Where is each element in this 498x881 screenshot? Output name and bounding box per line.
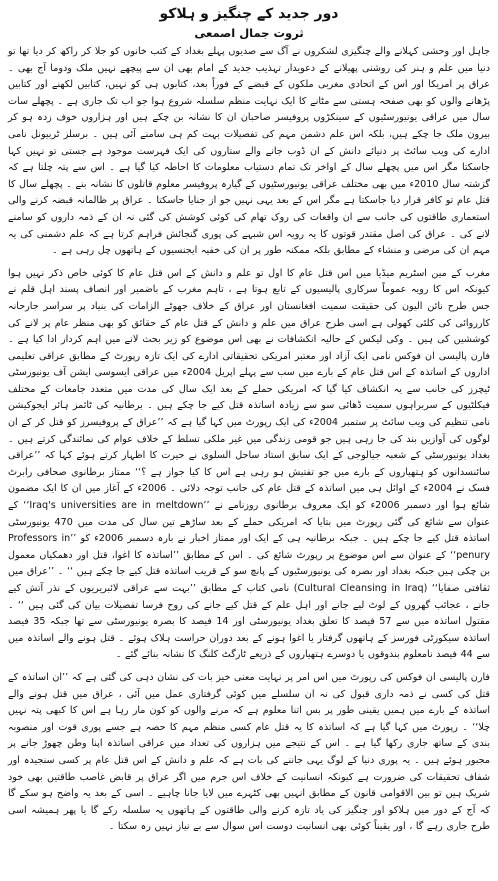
article-paragraph-1: جاہل اور وحشی کہلانے والے چنگیزی لشکروں نے آگ سے صدیوں پہلے بغداد کے کتب خانوں کو جلا کر راکھ کر دیا تھا تو دنیا میں علم و ہنر کی روشنی پھیلانے کے دعویدار تہذیب جدید کے امام بھی ان سے پیچھے نہیں ملک ودوما آج بھی ۔ عراق پر امریکا اور اس کے اتحادی مغربی ملکوں کے قبضے کے فوراً بعد، کتابوں ہی کو نہیں، کتابیں لکھنے اور کتابیں پڑھانے والوں کو بھی صفحہ ہستی سے مٹانے کا ایک نہایت منظم سلسلہ شروع ہوا جو اب تک جاری ہے ۔ پچھلے سات سال میں عراقی یونیورسٹیوں کے سینکڑوں پروفیسر صاحبان ان کا نشانہ بن چکے ہیں اور ہزاروں خوف زدہ ہو کر بیرون ملک جا چکے ہیں، بلکہ اس علم دشمن مہم کی تفصیلات بہت کم ہی سامنے آئی ہیں ۔ برسلز ٹربیونل نامی ادارے کی ویب سائٹ پر دنیائے دانش کے ان ڈوب جانے والے ستاروں کی ایک فہرست موجود ہے جستی تو نہیں کہا جاسکتا مگر اس میں پچھلے سال کے اواخر تک تمام دستیاب معلومات کا احاطہ کیا گیا ہے ۔ اس سے پتہ چلتا ہے کہ گزشتہ سال 2010ء میں بھی مختلف عراقی یونیورسٹیوں کے گیارہ پروفیسر معلوم قاتلوں کا نشانہ بنے ۔ پچھلے سال کا قتل عام تو کافر قرار دیا جاسکتا ہے مگر اس کے بعد یہی نہیں جو از جنایا جاسکتا ۔ عراق پر ظالمانہ قبضہ کرنے والی استعماری طاقتوں کی جانب سے ان واقعات کی روک تھام کی کوئی کوشش کی گئی نہ ان کے ذمہ داروں کو سامنے لانے کی ۔ عراق کی اصل مقتدر قوتوں کا یہ رویہ اس شبہے کی پوری گنجائش فراہم کرتا ہے کہ علم دشمنی کی یہ مہم ان کی مرضی و منشاء کے مطابق بلکہ ممکنہ طور پر ان کی خفیہ ایجنسیوں کے ہاتھوں چل رہی ہے ۔ <box>8 46 490 257</box>
article-paragraph-3: فارن پالیسی ان فوکس کی رپورٹ میں اس امر پر نہایت معنی خیز بات کی نشان دہی کی گئی ہے کہ ’’ان اساتذہ کے قتل کی کسی نے ذمہ داری قبول کی نہ ان سلسلے میں کوئی گرفتاری عمل میں آئی ، عراق میں قتل ہونے والے اساتذہ کے بارے میں ہمیں یقینی طور پر بس اتنا معلوم ہے کہ مرنے والوں کو کون مار رہا ہے اس کا کبھی پتہ نہیں چلا‘‘ ۔ رپورٹ میں کہا گیا ہے کہ اساتذہ کا یہ قتل عام کسی منظم مہم کا حصہ ہے جسے پوری قوت اور منصوبہ بندی کے ساتھ جاری رکھا گیا ہے ۔ اس کے نتیجے میں ہزاروں کی تعداد میں عراقی اساتذہ اپنا وطن چھوڑ جانے پر مجبور ہوئے ہیں ۔ یہ پوری دنیا کے لوگ یہی جاننے کی بات ہے کہ علم و دانش کے اس قتل عام پر کسی سنجیدہ اور شفاف تحقیقات کی ضرورت ہے کیونکہ انسانیت کے خلاف اس جرم میں اگر عراق پر قابض غاصب طاقتیں بھی خود شریک ہیں تو بین الاقوامی قانون کے مطابق انہیں بھی کٹہرے میں لایا جانا چاہیے ۔ اسی کے بعد یہ واضح ہو سکے گا کہ آج کے دور میں ہلاکو اور چنگیز کی یاد تازہ کرنے والی طاقتوں کے ہاتھوں یہ سلسلہ رکے گا یا پھر ہمیشہ اسی طرح جاری رہے گا ، اور یقیناً کوئی بھی انسانیت دوست اس سوال سے بے نیاز نہیں رہ سکتا ۔ <box>8 671 490 833</box>
article-author: ثروت جمال اصمعی <box>194 26 304 40</box>
article-paragraph-2: مغرب کے مین اسٹریم میڈیا میں اس قتل عام کا اول تو علم و دانش کے اس قتل عام کا کوئی خاص ذکر نہیں ہوا کیونکہ اس کا رویہ عموماً سرکاری پالیسیوں کے تابع ہوتا ہے ، تاہم مغرب کے باضمیر اور انصاف پسند اہل قلم نے جس طرح نائن الیون کی حقیقت سمیت افغانستان اور عراق کے خلاف جھوٹے الزامات کی بنیاد پر سراسر جارحانہ کارروائی کی کلئی کھولی ہے اسی طرح عراق میں علم و دانش کے قتل عام کے حقائق کو بھی منظر عام پر لانے کی کوششیں کی ہیں ۔ وکی لیکس کے حالیہ انکشافات نے بھی اس موضوع کو زیر بحث لانے میں اہم کردار ادا کیا ہے ۔ فارن پالیسی ان فوکس نامی ایک آزاد اور معتبر امریکی تحقیقاتی ادارے کی ایک تازہ رپورٹ کے مطابق عراقی تعلیمی اداروں کے اساتذہ کے اس قتل عام کے بارے میں سب سے پہلے اپریل 2004ء میں عراقی ایسوسی ایشن آف یونیورسٹی ٹیچرز کی جانب سے یہ انکشاف کیا گیا کہ امریکی حملے کے بعد ایک سال کی مدت میں متعدد جامعات کے مختلف فیکلٹیوں کے سربراہوں سمیت ڈھائی سو سے زیادہ اساتذہ قتل کیے جا چکے ہیں ۔ برطانیہ کی ٹائمز ہائر ایجوکیشن نامی تنظیم کی ویب سائٹ پر ستمبر 2004ء کی ایک رپورٹ میں کہا گیا ہے کہ ’’عراق کے پروفیسرز کو قتل کر کے ان لوگوں کی آوازیں بند کی جا رہی ہیں جو قومی زندگی میں غیر ملکی تسلط کے خلاف عوام کی نمائندگی کرتے ہیں ۔ بغداد یونیورسٹی کے شعبہ جیالوجی کے ایک سابق استاد ساحل السلوی نے حیرت کا اظہار کرتے ہوئے کہا کہ ’’عراقی سائنسدانوں کو ہتھیاروں کے بارے میں جو تفتیش ہو رہی ہے اس کا کیا جواز ہے ؟‘‘ ممتاز برطانوی صحافی رابرٹ فسک نے 2004ء کے اوائل ہی میں اساتذہ کے قتل عام کی جانب توجہ دلائی ۔ 2006ء کے آغاز میں ان کا ایک مضمون شائع ہوا اور دسمبر 2006ء کو ایک معروف برطانوی روزنامے نے ’’Iraq's universities are in meltdown‘‘ کے عنوان سے شائع کی گئی رپورٹ میں بتایا کہ امریکی حملے کے بعد ساڑھے تین سال کی مدت میں 470 یونیورسٹی اساتذہ قتل کیے جا چکے ہیں ۔ جبکہ برطانیہ ہی کے ایک اور ممتاز اخبار نے بارہ دسمبر 2006ء کو ’’Professors in penury‘‘ کے عنوان سے اس موضوع پر رپورٹ شائع کی ۔ اس کے مطابق ’’اساتذہ کا اغوا، قتل اور دھمکیاں معمول بن چکی ہیں جبکہ بغداد اور بصرہ کی یونیورسٹیوں کے پانچ سو کے قریب اساتذہ قتل کیے جا چکے ہیں ‘‘ ۔ ’’عراق میں ثقافتی صفایا‘‘ (Cultural Cleansing in Iraq) نامی کتاب کے مطابق ’’بہت سے عراقی لائبریریوں کے نذر آتش کیے جانے ، عجائب گھروں کے لوٹ لیے جانے اور اہل علم کے قتل کیے جانے کی روح فرسا تفصیلات بیان کی گئی ہیں ‘‘ ۔ مقتول اساتذہ میں سے 57 فیصد کا تعلق بغداد یونیورسٹی اور 14 فیصد کا بصرہ یونیورسٹی سے تھا جبکہ 35 فیصد اساتذہ سیکورٹی فورسز کے ہاتھوں گرفتار یا اغوا ہونے کے بعد دوران حراست ہلاک ہوئے ۔ قتل ہونے والے اساتذہ میں سے 44 فیصد نامعلوم بندوقوں یا دوسرے ہتھیاروں کے ذریعے ٹارگٹ کلنگ کا نشانہ بنائے گئے ۔ <box>8 267 491 661</box>
article-title: دور جدید کے چنگیز و ہلاکو <box>159 6 339 22</box>
